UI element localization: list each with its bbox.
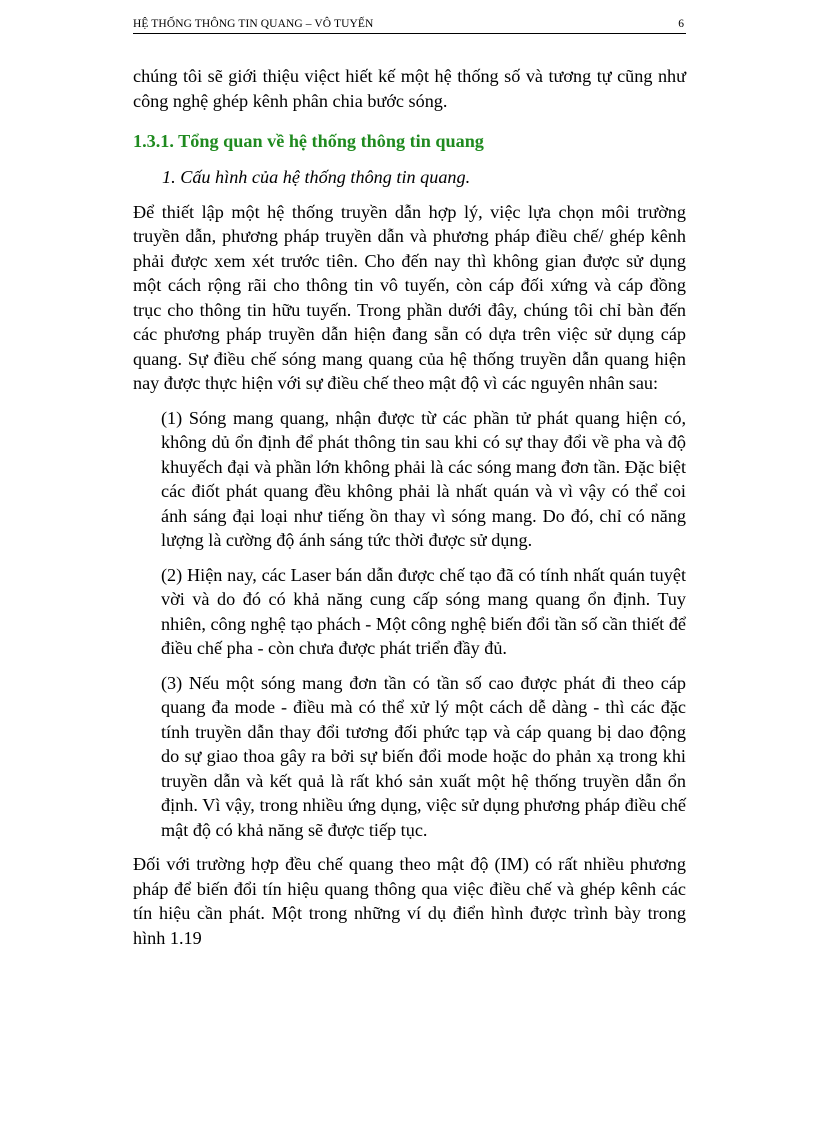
running-header (133, 15, 686, 34)
page-number: 6 (678, 18, 684, 30)
header-title: HỆ THỐNG THÔNG TIN QUANG – VÔ TUYẾN (133, 18, 374, 30)
cause-item-2: (2) Hiện nay, các Laser bán dẫn được chế tạo đã có tính nhất quán tuyệt vời và do đó có khả năng cung cấp sóng mang quang ổn định. Tuy nhiên, công nghệ tạo phách - Một công nghệ biến đổi tần số cần thiết để điều chế pha - còn chưa được phát triển đầy đủ. (161, 564, 686, 658)
closing-paragraph: Đối với trường hợp đều chế quang theo mật độ (IM) có rất nhiều phương pháp để biến đổi tín hiệu quang thông qua việc điều chế và ghép kênh các tín hiệu cần phát. Một trong những ví dụ điển hình được trình bày trong hình 1.19 (133, 854, 686, 948)
section-heading: 1.3.1. Tổng quan về hệ thống thông tin quang (133, 131, 484, 151)
body-content (133, 64, 686, 950)
cause-item-3: (3) Nếu một sóng mang đơn tần có tần số cao được phát đi theo cáp quang đa mode - điều mà có thể xử lý một cách dễ dàng - thì các đặc tính truyền dẫn thay đổi tương đối phức tạp và cáp quang bị dao động do sự giao thoa gây ra bởi sự biến đổi mode hoặc do phản xạ trong khi truyền dẫn và kết quả là rất khó sản xuất một hệ thống truyền dẫn ổn định. Vì vậy, trong nhiều ứng dụng, việc sử dụng phương pháp điều chế mật độ có khả năng sẽ được tiếp tục. (161, 672, 686, 840)
cause-item-1: (1) Sóng mang quang, nhận được từ các phần tử phát quang hiện có, không dủ ổn định để phát thông tin sau khi có sự thay đổi về pha và độ khuyếch đại và phần lớn không phải là các sóng mang đơn tần. Đặc biệt các điốt phát quang đều không phải là nhất quán và vì vậy có thể coi ánh sáng đại loại như tiếng ồn thay vì sóng mang. Do đó, chỉ có năng lượng là cường độ ánh sáng tức thời được sử dụng. (161, 407, 686, 550)
main-paragraph: Để thiết lập một hệ thống truyền dẫn hợp lý, việc lựa chọn môi trường truyền dẫn, phương pháp truyền dẫn và phương pháp điều chế/ ghép kênh phải được xem xét trước tiên. Cho đến nay thì không gian được sử dụng một cách rộng rãi cho thông tin vô tuyến, còn cáp đối xứng và cáp đồng trục cho thông tin hữu tuyến. Trong phần dưới đây, chúng tôi chỉ bàn đến các phương pháp truyền dẫn hiện đang sẵn có dựa trên việc sử dụng cáp quang. Sự điều chế sóng mang quang của hệ thống truyền dẫn quang hiện nay được thực hiện với sự điều chế theo mật độ vì các nguyên nhân sau: (133, 201, 686, 393)
subheading: 1. Cấu hình của hệ thống thông tin quang. (162, 167, 471, 187)
intro-paragraph: chúng tôi sẽ giới thiệu việct hiết kế một hệ thống số và tương tự cũng như công nghệ ghép kênh phân chia bước sóng. (133, 66, 686, 111)
